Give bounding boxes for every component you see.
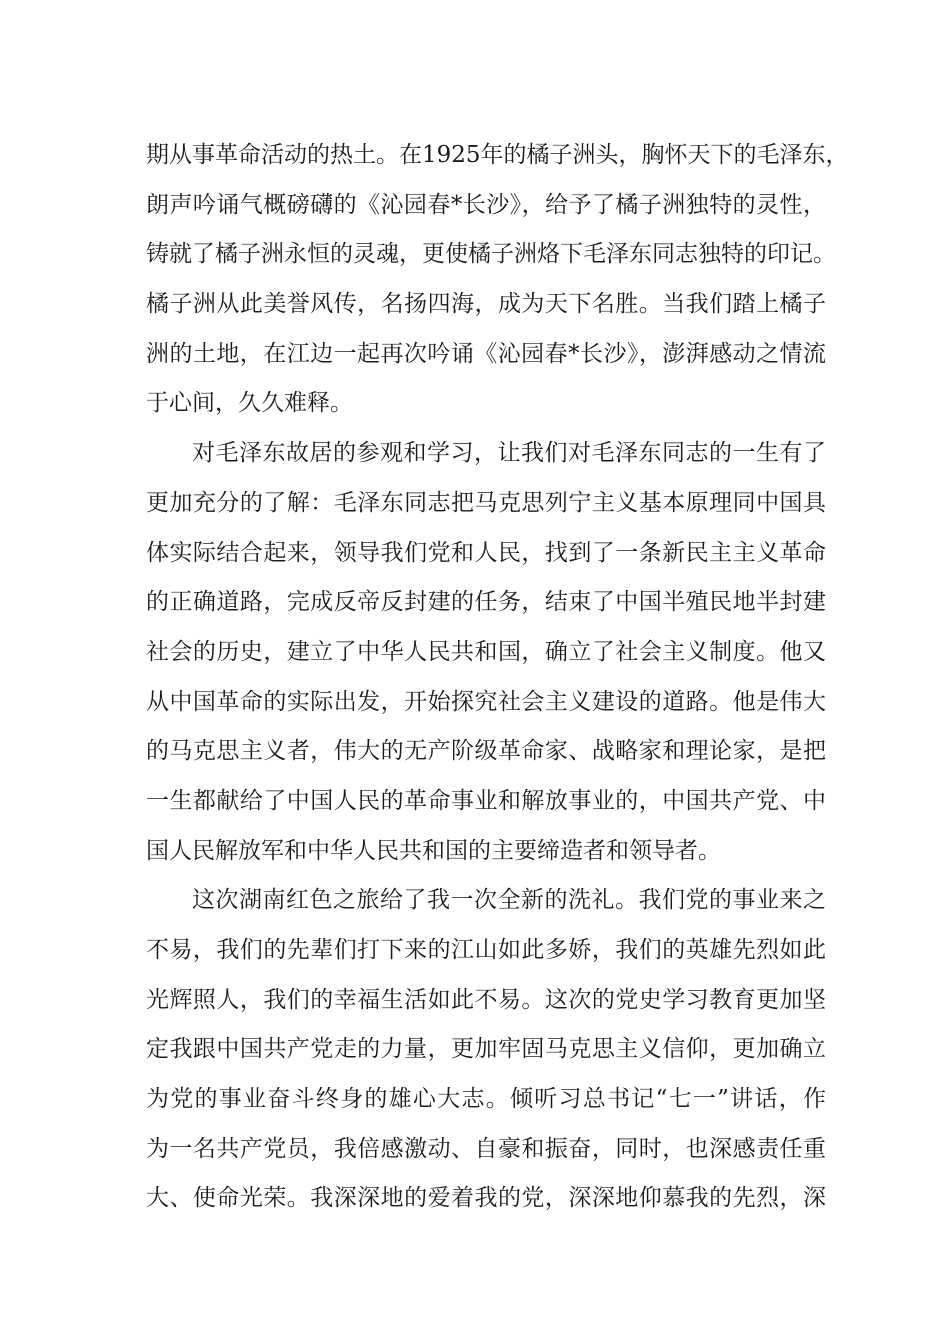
text-line: 对毛泽东故居的参观和学习，让我们对毛泽东同志的一生有了 [192, 440, 826, 467]
paragraph-3 [146, 876, 826, 1224]
text-line: 的正确道路，完成反帝反封建的任务，结束了中国半殖民地半封建 [146, 589, 826, 616]
text-line: 橘子洲从此美誉风传，名扬四海，成为天下名胜。当我们踏上橘子 [146, 291, 826, 318]
document-body [146, 131, 849, 1224]
text-line: 的马克思主义者，伟大的无产阶级革命家、战略家和理论家，是把 [146, 738, 826, 765]
paragraph-1 [146, 131, 849, 429]
paragraph-2 [146, 429, 826, 876]
text-line: 洲的土地，在江边一起再次吟诵《沁园春*长沙》，澎湃感动之情流 [146, 340, 826, 367]
text-line: 光辉照人，我们的幸福生活如此不易。这次的党史学习教育更加坚 [146, 986, 826, 1013]
text-line: 从中国革命的实际出发，开始探究社会主义建设的道路。他是伟大 [146, 688, 826, 715]
text-line: 为一名共产党员，我倍感激动、自豪和振奋，同时，也深感责任重 [146, 1135, 826, 1162]
text-line: 期从事革命活动的热土。在1925年的橘子洲头，胸怀天下的毛泽东， [146, 142, 849, 168]
text-line: 为党的事业奋斗终身的雄心大志。倾听习总书记“七一”讲话，作 [146, 1086, 826, 1113]
text-line: 铸就了橘子洲永恒的灵魂，更使橘子洲烙下毛泽东同志独特的印记。 [146, 241, 836, 268]
text-line: 社会的历史，建立了中华人民共和国，确立了社会主义制度。他又 [146, 638, 826, 665]
text-line: 朗声吟诵气概磅礴的《沁园春*长沙》，给予了橘子洲独特的灵性， [146, 191, 826, 218]
text-line: 不易，我们的先辈们打下来的江山如此多娇，我们的英雄先烈如此 [146, 937, 826, 963]
text-line: 这次湖南红色之旅给了我一次全新的洗礼。我们党的事业来之 [192, 887, 826, 914]
text-line: 体实际结合起来，领导我们党和人民，找到了一条新民主主义革命 [146, 539, 826, 566]
text-line: 定我跟中国共产党走的力量，更加牢固马克思主义信仰，更加确立 [146, 1036, 826, 1063]
text-line: 国人民解放军和中华人民共和国的主要缔造者和领导者。 [146, 837, 721, 864]
text-line: 一生都献给了中国人民的革命事业和解放事业的，中国共产党、中 [146, 787, 826, 814]
text-line: 于心间，久久难释。 [146, 390, 353, 417]
text-line: 更加充分的了解：毛泽东同志把马克思列宁主义基本原理同中国具 [146, 489, 826, 516]
text-line: 大、使命光荣。我深深地的爱着我的党，深深地仰慕我的先烈，深 [146, 1185, 826, 1212]
